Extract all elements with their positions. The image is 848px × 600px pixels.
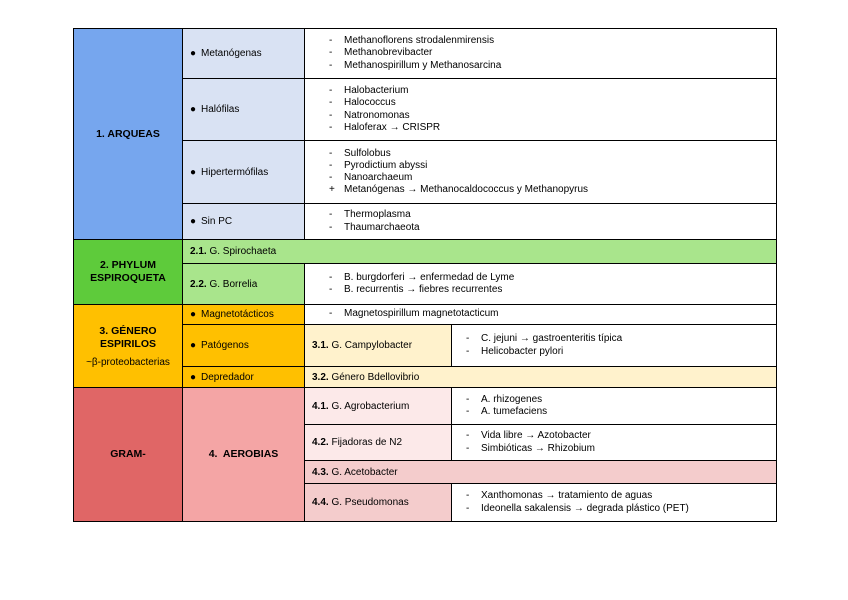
dash-icon: - — [466, 490, 470, 502]
dash-icon: - — [466, 406, 470, 417]
arqueas-group-sinpc — [182, 203, 305, 240]
list-item-text: Thaumarchaeota — [344, 221, 420, 233]
bullet-icon: ● — [190, 166, 197, 178]
dash-icon: - — [329, 47, 333, 59]
spirochaeta-genus-row — [182, 239, 777, 264]
list-item-text: Halococcus — [344, 97, 396, 109]
dash-icon: - — [329, 284, 333, 295]
list-item — [329, 209, 420, 221]
classification-table — [73, 28, 777, 522]
list-item — [466, 394, 547, 406]
list-item-text: Methanospirillum y Methanosarcina — [344, 59, 502, 71]
dash-icon: - — [466, 502, 470, 514]
genus-number: 3.1. — [312, 340, 329, 351]
list-item-text: Simbióticas → Rhizobium — [481, 442, 595, 454]
genus-number: 2.2. — [190, 278, 207, 290]
fijadoras-genus-cell — [304, 424, 452, 461]
dash-icon: - — [329, 35, 333, 47]
campylobacter-genus-cell — [304, 324, 452, 367]
dash-icon: - — [329, 59, 333, 71]
list-item-text: A. tumefaciens — [481, 406, 548, 417]
bullet-icon: ● — [190, 309, 197, 320]
pseudomonas-genus-cell — [304, 483, 452, 522]
dash-icon: - — [329, 271, 333, 283]
arqueas-items-metanogenas — [304, 28, 777, 79]
pseudomonas-items — [451, 483, 777, 522]
list-item-text: Natronomonas — [344, 109, 410, 121]
group-label: Patógenos — [201, 340, 249, 351]
borrelia-items — [304, 263, 777, 305]
item-list — [452, 333, 622, 357]
item-list — [305, 35, 501, 72]
genus-number: 3.2. — [312, 371, 329, 383]
genus-number: 4.1. — [312, 400, 329, 412]
genus-number: 4.4. — [312, 497, 329, 508]
espirilos-group-patogenos — [182, 324, 305, 367]
espiroqueta-title-2: ESPIROQUETA — [90, 272, 166, 284]
campylobacter-items — [451, 324, 777, 367]
group-label: Halófilas — [201, 104, 240, 115]
list-item — [466, 430, 595, 442]
arqueas-group-halofilas — [182, 78, 305, 141]
agrobacterium-items — [451, 387, 777, 425]
group-label: Hipertermófilas — [201, 166, 269, 178]
item-list — [305, 148, 588, 197]
genus-name: G. Spirochaeta — [209, 246, 277, 257]
arqueas-items-sinpc — [304, 203, 777, 240]
genus-name: G. Pseudomonas — [331, 497, 409, 508]
list-item-text: Xanthomonas → tratamiento de aguas — [481, 490, 653, 502]
bullet-icon: ● — [190, 216, 197, 227]
list-item — [329, 184, 588, 196]
arqueas-items-halofilas — [304, 78, 777, 141]
list-item-text: Nanoarchaeum — [344, 172, 413, 183]
list-item — [329, 97, 440, 109]
espirilos-header — [73, 304, 183, 388]
bullet-icon: ● — [190, 48, 197, 59]
list-item-text: Helicobacter pylori — [481, 345, 564, 357]
arqueas-group-metanogenas — [182, 28, 305, 79]
list-item-text: Vida libre → Azotobacter — [481, 430, 591, 442]
espiroqueta-header — [73, 239, 183, 305]
genus-number: 4.2. — [312, 437, 329, 448]
arqueas-items-hipertermofilas — [304, 140, 777, 204]
list-item-text: B. burgdorferi → enfermedad de Lyme — [344, 271, 515, 283]
espirilos-group-depredador — [182, 366, 305, 388]
genus-name: Fijadoras de N2 — [331, 437, 403, 448]
group-label: Sin PC — [201, 216, 233, 227]
dash-icon: - — [466, 345, 470, 357]
list-item — [329, 85, 440, 97]
list-item-text: Ideonella sakalensis → degrada plástico (PET) — [481, 502, 689, 514]
list-item-text: Thermoplasma — [344, 209, 411, 221]
list-item-text: B. recurrentis → fiebres recurrentes — [344, 284, 503, 295]
group-label: Depredador — [201, 371, 254, 383]
espirilos-group-magnetotacticos — [182, 304, 305, 325]
genus-name: Género Bdellovibrio — [331, 371, 420, 383]
item-list — [305, 209, 420, 233]
list-item — [329, 47, 501, 59]
list-item — [329, 110, 440, 122]
list-item-text: Magnetospirillum magnetotacticum — [344, 308, 499, 320]
arqueas-title: 1. ARQUEAS — [96, 127, 160, 140]
arqueas-group-hipertermofilas — [182, 140, 305, 204]
espirilos-subtitle: ~β-proteobacterias — [86, 356, 170, 368]
group-label: Metanógenas — [201, 48, 262, 59]
acetobacter-genus-row — [304, 460, 777, 484]
list-item — [329, 60, 501, 72]
group-label: Magnetotácticos — [201, 309, 274, 320]
dash-icon: - — [329, 308, 333, 320]
dash-icon: - — [329, 172, 333, 183]
dash-icon: - — [329, 97, 333, 109]
dash-icon: - — [466, 333, 470, 345]
aerobias-title: 4. AEROBIAS — [208, 448, 279, 460]
magnetotacticos-item — [304, 304, 777, 325]
list-item-text: Methanoflorens strodalenmirensis — [344, 35, 495, 47]
gram-header — [73, 387, 183, 522]
dash-icon: - — [466, 430, 470, 442]
item-list — [305, 85, 440, 134]
item-list — [452, 430, 595, 454]
dash-icon: - — [329, 109, 333, 121]
list-item-text: Sulfolobus — [344, 147, 391, 159]
genus-number: 2.1. — [190, 246, 207, 257]
list-item-text: Haloferax → CRISPR — [344, 121, 441, 133]
list-item-text: A. rhizogenes — [481, 393, 543, 405]
dash-icon: - — [329, 209, 333, 221]
espiroqueta-title-1: 2. PHYLUM — [99, 259, 156, 271]
list-item — [329, 284, 514, 296]
arqueas-header — [73, 28, 183, 240]
list-item-text: C. jejuni → gastroenteritis típica — [481, 333, 623, 345]
list-item-text: Pyrodictium abyssi — [344, 159, 428, 171]
list-item — [329, 222, 420, 234]
list-item — [466, 333, 622, 345]
bullet-icon: ● — [190, 104, 197, 115]
list-item — [466, 490, 689, 502]
list-item — [329, 272, 514, 284]
dash-icon: - — [329, 147, 333, 159]
list-item-text: Methanobrevibacter — [344, 47, 433, 59]
fijadoras-items — [451, 424, 777, 461]
aerobias-header — [182, 387, 305, 522]
list-item — [329, 172, 588, 184]
list-item — [466, 503, 689, 515]
bdellovibrio-genus-row — [304, 366, 777, 388]
dash-icon: - — [329, 159, 333, 171]
list-item — [466, 406, 547, 418]
bullet-icon: ● — [190, 371, 197, 383]
borrelia-genus-cell — [182, 263, 305, 305]
dash-icon: - — [329, 221, 333, 233]
list-item — [329, 35, 501, 47]
dash-icon: - — [329, 121, 333, 133]
genus-name: G. Acetobacter — [331, 466, 398, 478]
genus-name: G. Agrobacterium — [331, 400, 410, 412]
list-item — [466, 346, 622, 358]
agrobacterium-genus-cell — [304, 387, 452, 425]
espirilos-title-1: 3. GÉNERO — [99, 324, 157, 337]
list-item-text: Metanógenas → Methanocaldococcus y Methanopyrus — [344, 184, 589, 196]
list-item — [329, 148, 588, 160]
gram-title: GRAM- — [110, 448, 146, 460]
genus-name: G. Campylobacter — [331, 340, 413, 351]
list-item — [329, 160, 588, 172]
item-list — [452, 490, 689, 514]
item-list — [305, 272, 514, 296]
list-item — [329, 122, 440, 134]
dash-icon: - — [329, 85, 333, 97]
dash-icon: - — [466, 442, 470, 454]
bullet-icon: ● — [190, 340, 197, 351]
genus-number: 4.3. — [312, 466, 329, 478]
plus-icon: + — [329, 184, 335, 196]
list-item — [466, 443, 595, 455]
genus-name: G. Borrelia — [209, 278, 258, 290]
dash-icon: - — [466, 393, 470, 405]
list-item-text: Halobacterium — [344, 85, 409, 97]
espirilos-title-2: ESPIRILOS — [99, 337, 156, 350]
item-list — [452, 394, 547, 418]
